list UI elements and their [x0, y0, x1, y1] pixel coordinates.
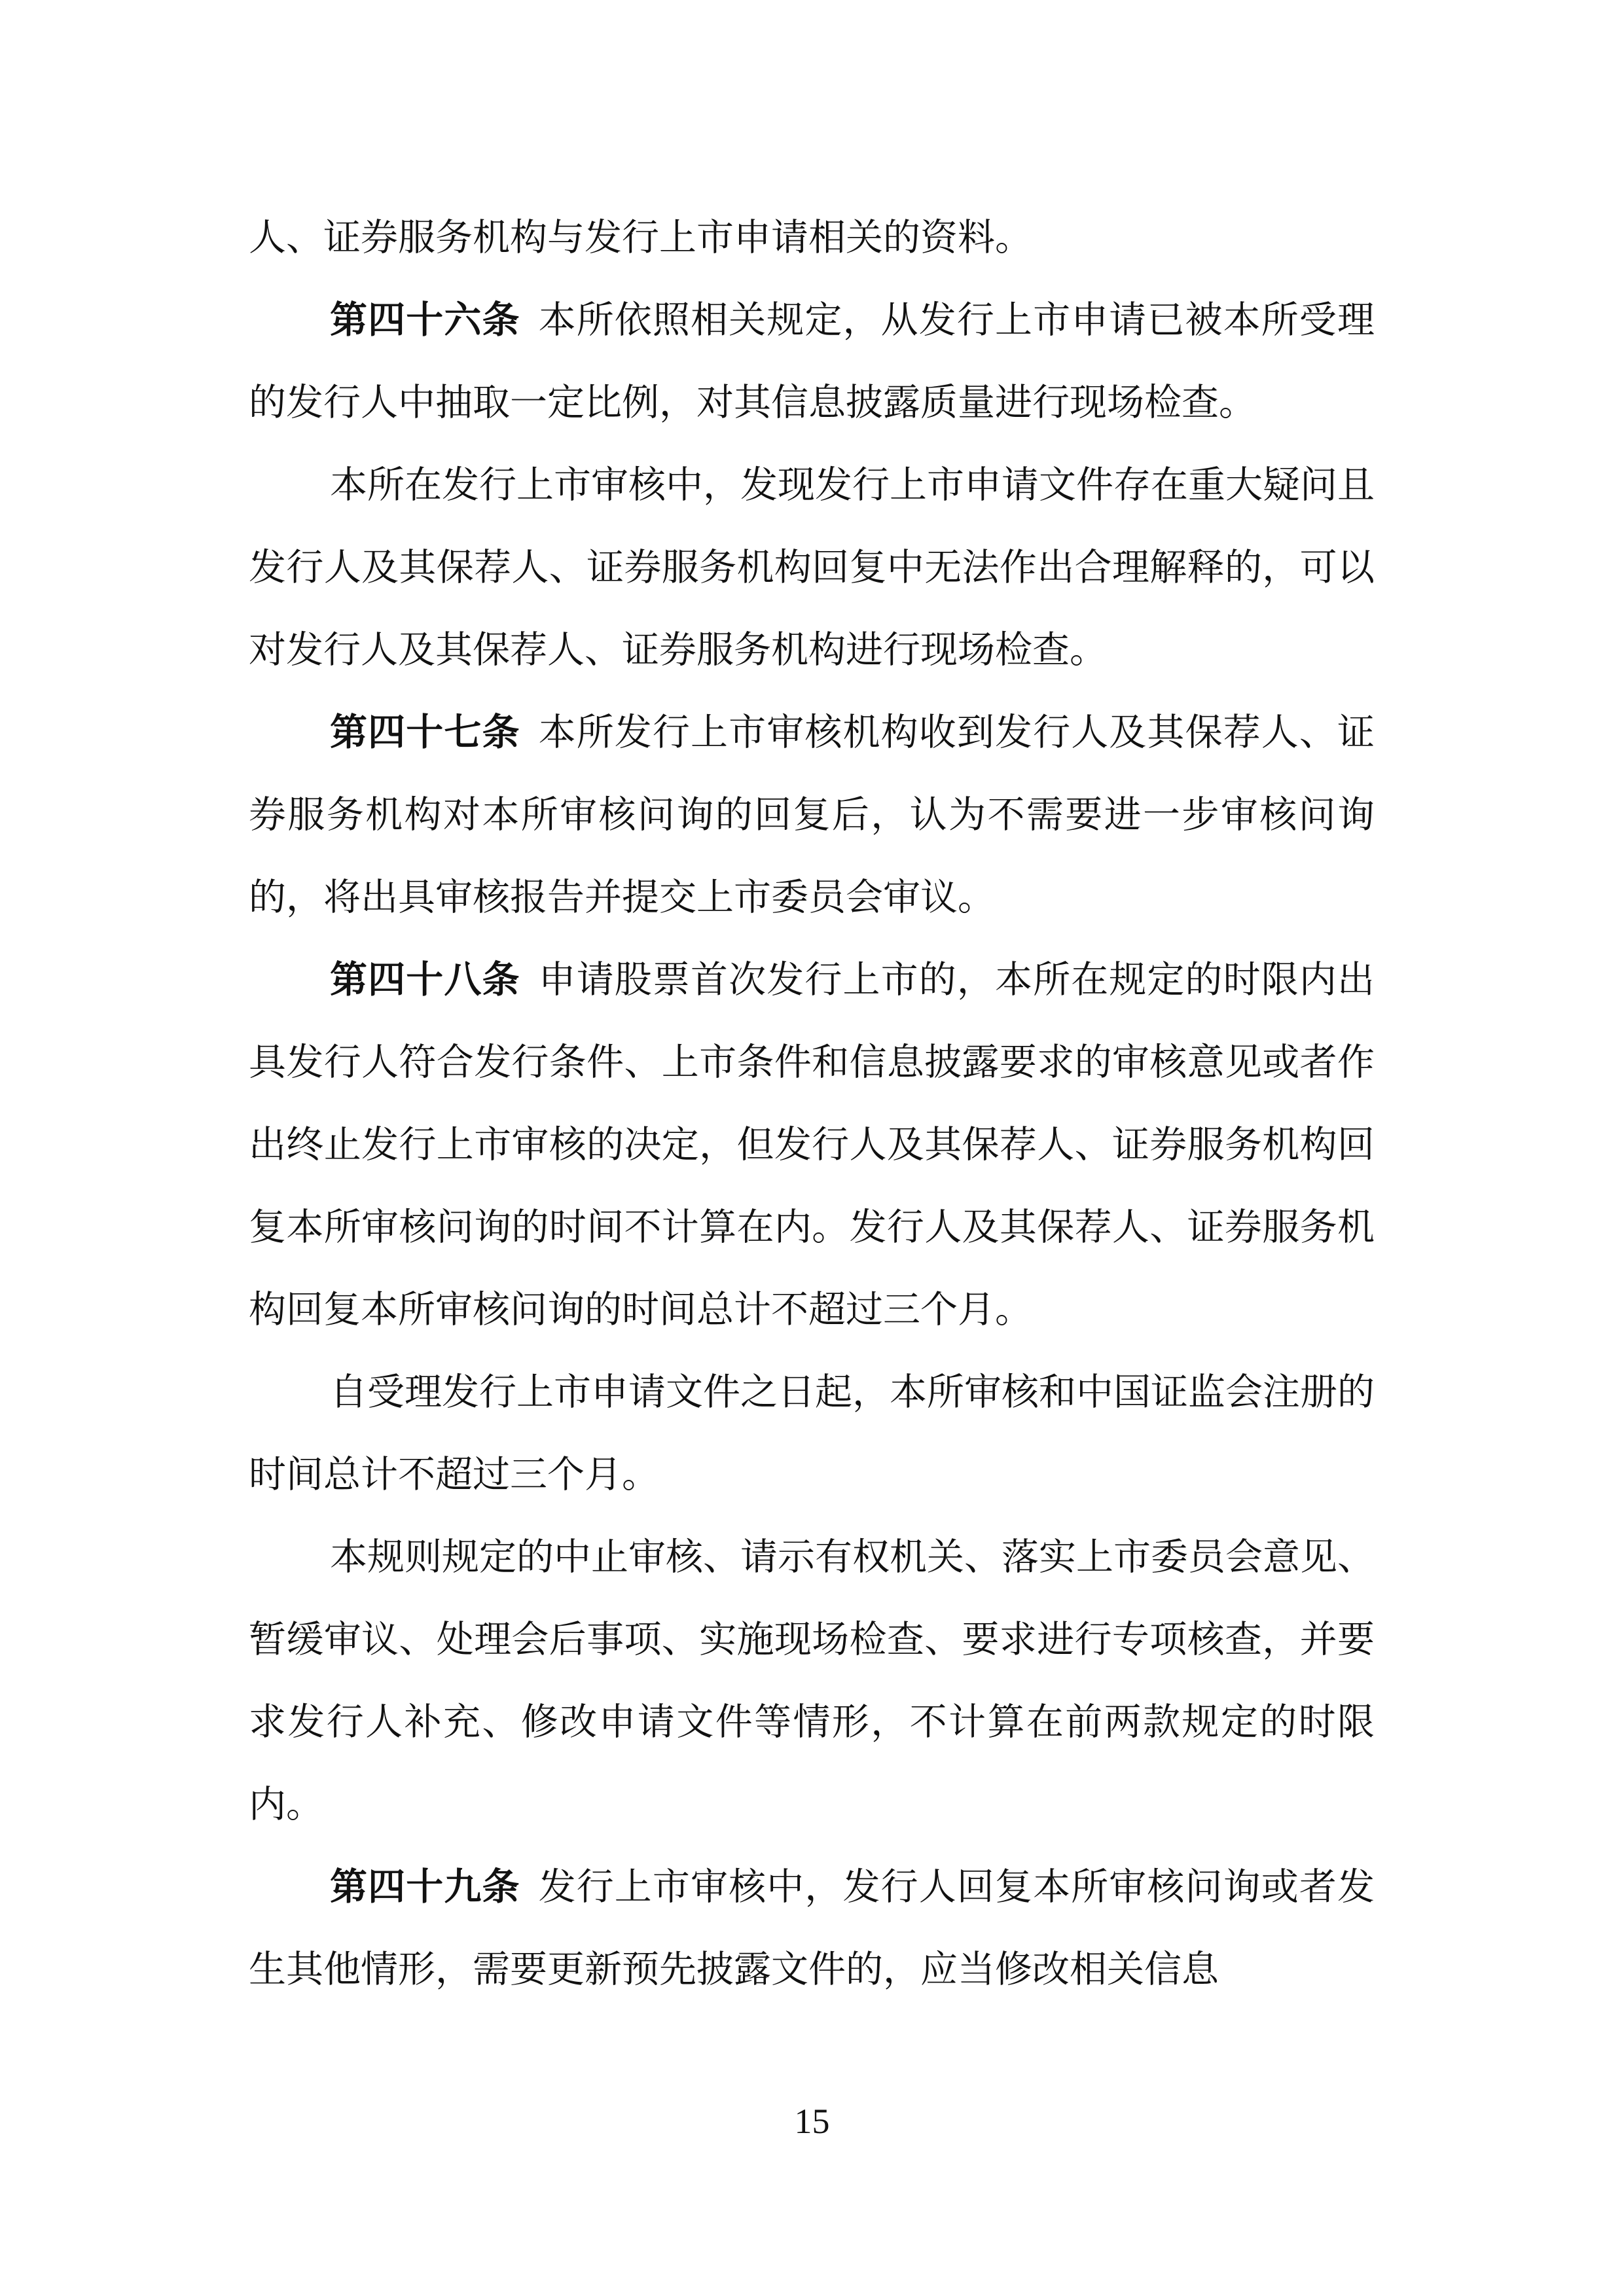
article-49 [249, 1846, 1375, 2011]
paragraph-text: 本所在发行上市审核中，发现发行上市申请文件存在重大疑问且发行人及其保荐人、证券服务机构回复中无法作出合理解释的，可以对发行人及其保荐人、证券服务机构进行现场检查。 [249, 463, 1375, 672]
article-47 [249, 691, 1375, 939]
paragraph-body [249, 1516, 1375, 1846]
article-number: 第四十八条 [330, 958, 520, 1001]
article-number: 第四十九条 [330, 1865, 520, 1909]
article-text: 本所发行上市审核机构收到发行人及其保荐人、证券服务机构对本所审核问询的回复后，认为不需要进一步审核问询的，将出具审核报告并提交上市委员会审议。 [249, 711, 1375, 919]
paragraph-text: 人、证券服务机构与发行上市申请相关的资料。 [249, 216, 1032, 259]
article-text: 发行上市审核中，发行人回复本所审核问询或者发生其他情形，需要更新预先披露文件的，应当修改相关信息 [249, 1865, 1375, 1991]
article-46 [249, 279, 1375, 444]
paragraph-body [249, 1351, 1375, 1516]
paragraph-text: 自受理发行上市申请文件之日起，本所审核和中国证监会注册的时间总计不超过三个月。 [249, 1371, 1375, 1496]
paragraph-body [249, 444, 1375, 691]
article-text: 申请股票首次发行上市的，本所在规定的时限内出具发行人符合发行条件、上市条件和信息披露要求的审核意见或者作出终止发行上市审核的决定，但发行人及其保荐人、证券服务机构回复本所审核问询的时间不计算在内。发行人及其保荐人、证券服务机构回复本所审核问询的时间总计不超过三个月。 [249, 958, 1375, 1331]
document-page [249, 196, 1375, 2011]
article-number: 第四十六条 [330, 298, 520, 342]
page-number: 15 [794, 2102, 830, 2141]
article-number: 第四十七条 [330, 711, 520, 754]
paragraph-continuation [249, 196, 1375, 279]
paragraph-text: 本规则规定的中止审核、请示有权机关、落实上市委员会意见、暂缓审议、处理会后事项、实施现场检查、要求进行专项核查，并要求发行人补充、修改申请文件等情形，不计算在前两款规定的时限内。 [249, 1535, 1375, 1826]
article-text: 本所依照相关规定，从发行上市申请已被本所受理的发行人中抽取一定比例，对其信息披露质量进行现场检查。 [249, 298, 1375, 424]
article-48 [249, 939, 1375, 1351]
